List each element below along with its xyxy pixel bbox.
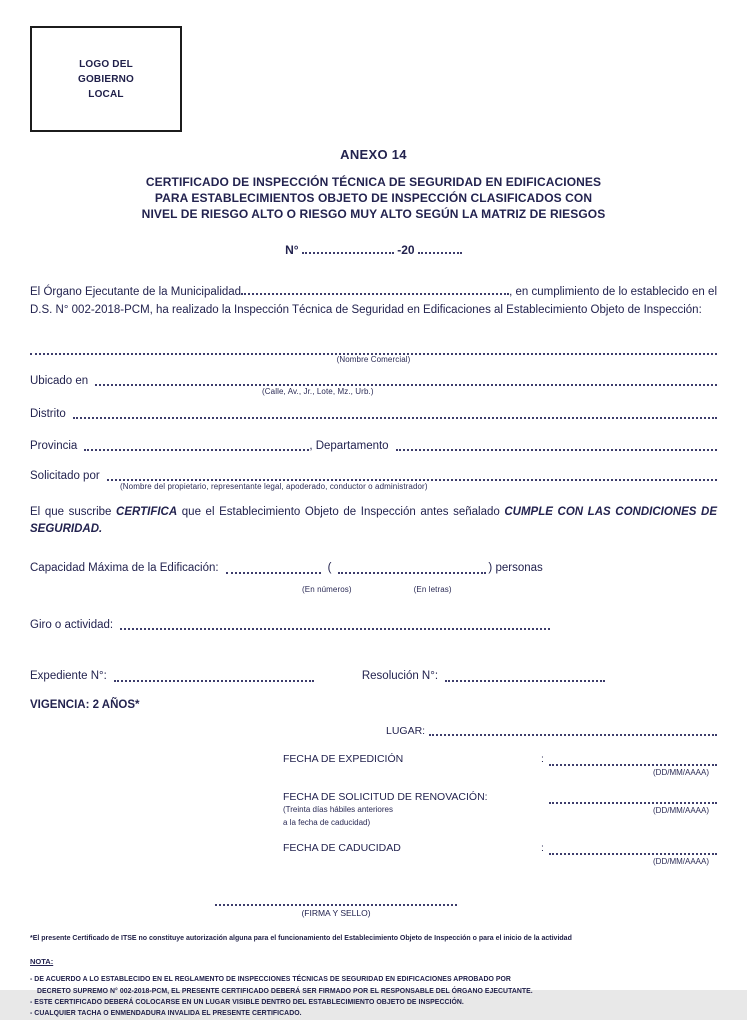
capacity-letters-field [338, 561, 486, 574]
expiry-date-format-caption: (DD/MM/AAAA) [653, 857, 709, 867]
file-number-label: Expediente N°: [30, 670, 107, 683]
address-field [95, 372, 717, 386]
intro-text-2: , en cumplimiento de lo establecido en el D.S. N° 002-2018-PCM, ha realizado la Inspección Técnica de Seguridad en Edificaciones al Establecimiento Objeto de Inspección: [30, 286, 717, 316]
renewal-request-date-row [283, 791, 717, 829]
expiry-date-field [549, 842, 717, 855]
province-label: Provincia [30, 439, 78, 452]
expiry-date-label: FECHA DE CADUCIDAD [283, 842, 401, 855]
note-line: - ESTE CERTIFICADO DEBERÁ COLOCARSE EN UN LUGAR VISIBLE DENTRO DEL ESTABLECIMIENTO OBJETO DE INSPECCIÓN. [30, 999, 464, 1007]
capacity-unit-suffix: ) personas [488, 562, 543, 575]
certificate-footnote: *El presente Certificado de ITSE no constituye autorización alguna para el funcionamiento del Establecimiento Objeto de Inspección o para el inicio de la actividad [30, 935, 572, 943]
signature-block [215, 893, 457, 918]
intro-text-1: El Órgano Ejecutante de la Municipalidad [30, 286, 242, 299]
issue-date-row [283, 753, 717, 777]
certificate-year-prefix: -20 [397, 243, 415, 258]
issue-date-colon: : [541, 753, 544, 766]
district-label: Distrito [30, 407, 66, 420]
renewal-date-note-line: a la fecha de caducidad) [283, 818, 371, 828]
expiry-date-row [283, 842, 717, 866]
capacity-numbers-field [226, 561, 321, 574]
renewal-date-field [549, 791, 717, 804]
logo-text-line: LOGO DEL [79, 58, 133, 70]
local-government-logo-placeholder [30, 26, 182, 132]
department-field [396, 437, 717, 451]
document-title-line: NIVEL DE RIESGO ALTO O RIESGO MUY ALTO SEGÚN LA MATRIZ DE RIESGOS [141, 206, 606, 221]
note-line: DECRETO SUPREMO N° 002-2018-PCM, EL PRESENTE CERTIFICADO DEBERÁ SER FIRMADO POR EL RESPONSABLE DEL ÓRGANO EJECUTANTE. [37, 987, 533, 995]
cumple-emphasis: CUMPLE CON LAS CONDICIONES DE SEGURIDAD. [30, 505, 717, 536]
certificate-number-field [302, 241, 394, 254]
signature-line [215, 893, 457, 906]
place-field [429, 722, 717, 736]
capacity-numbers-caption: (En números) [302, 585, 352, 595]
renewal-date-note-line: (Treinta días hábiles anteriores [283, 805, 393, 815]
annex-heading: ANEXO 14 [340, 147, 407, 162]
resolution-number-field [445, 669, 605, 682]
place-row [386, 722, 717, 737]
capacity-letters-caption: (En letras) [413, 585, 452, 595]
address-caption: (Calle, Av., Jr., Lote, Mz., Urb.) [262, 386, 374, 396]
requested-by-caption: (Nombre del propietario, representante legal, apoderado, conductor o administrador) [120, 481, 428, 491]
max-capacity-label: Capacidad Máxima de la Edificación: [30, 562, 219, 575]
certificate-year-field [418, 241, 462, 254]
issue-date-field [549, 753, 717, 766]
document-title-line: PARA ESTABLECIMIENTOS OBJETO DE INSPECCIÓN CLASIFICADOS CON [154, 190, 593, 205]
activity-label: Giro o actividad: [30, 619, 114, 632]
capacity-paren-open: ( [327, 562, 332, 575]
issue-date-label: FECHA DE EXPEDICIÓN [283, 753, 404, 766]
province-department-row [30, 437, 717, 452]
renewal-date-format-caption: (DD/MM/AAAA) [653, 806, 709, 816]
renewal-date-label: FECHA DE SOLICITUD DE RENOVACIÓN: [283, 791, 488, 804]
certify-text-1: El que suscribe [30, 505, 117, 518]
certifica-emphasis: CERTIFICA [116, 505, 178, 518]
note-list [30, 974, 717, 1020]
commercial-name-field [30, 341, 717, 355]
activity-row [30, 616, 717, 631]
address-label: Ubicado en [30, 374, 89, 387]
activity-field [120, 616, 550, 630]
signature-caption: (FIRMA Y SELLO) [301, 908, 371, 919]
district-field [73, 405, 717, 419]
validity-statement: VIGENCIA: 2 AÑOS* [30, 699, 140, 712]
capacity-captions-row [30, 585, 717, 594]
intro-paragraph [30, 282, 717, 319]
certificate-number-row [30, 241, 717, 257]
note-line: - CUALQUIER TACHA O ENMENDADURA INVALIDA EL PRESENTE CERTIFICADO. [30, 1010, 302, 1018]
requested-by-field [107, 467, 717, 481]
document-title-line: CERTIFICADO DE INSPECCIÓN TÉCNICA DE SEGURIDAD EN EDIFICACIONES [145, 175, 602, 189]
note-heading: NOTA: [30, 957, 54, 967]
certification-paragraph [30, 504, 717, 539]
expiry-date-colon: : [541, 842, 544, 855]
municipality-name-field [241, 282, 509, 295]
logo-text-line: LOCAL [88, 88, 124, 100]
province-field [84, 437, 309, 451]
commercial-name-caption: (Nombre Comercial) [336, 354, 411, 364]
note-line: - DE ACUERDO A LO ESTABLECIDO EN EL REGLAMENTO DE INSPECCIONES TÉCNICAS DE SEGURIDAD EN EDIFICACIONES APROBADO POR [30, 976, 511, 984]
place-label: LUGAR: [386, 725, 426, 738]
file-resolution-row [30, 669, 717, 682]
document-title [30, 175, 717, 222]
resolution-number-label: Resolución N°: [361, 670, 439, 683]
issue-date-format-caption: (DD/MM/AAAA) [653, 768, 709, 778]
certify-text-2: que el Establecimiento Objeto de Inspección antes señalado [177, 505, 505, 518]
address-row [30, 372, 717, 387]
requested-by-row [30, 467, 717, 482]
district-row [30, 405, 717, 420]
logo-text-line: GOBIERNO [77, 73, 135, 85]
certificate-number-prefix: N° [285, 243, 299, 258]
file-number-field [114, 669, 314, 682]
requested-by-label: Solicitado por [30, 469, 100, 482]
max-capacity-row [30, 561, 717, 574]
department-label: , Departamento [309, 439, 389, 452]
